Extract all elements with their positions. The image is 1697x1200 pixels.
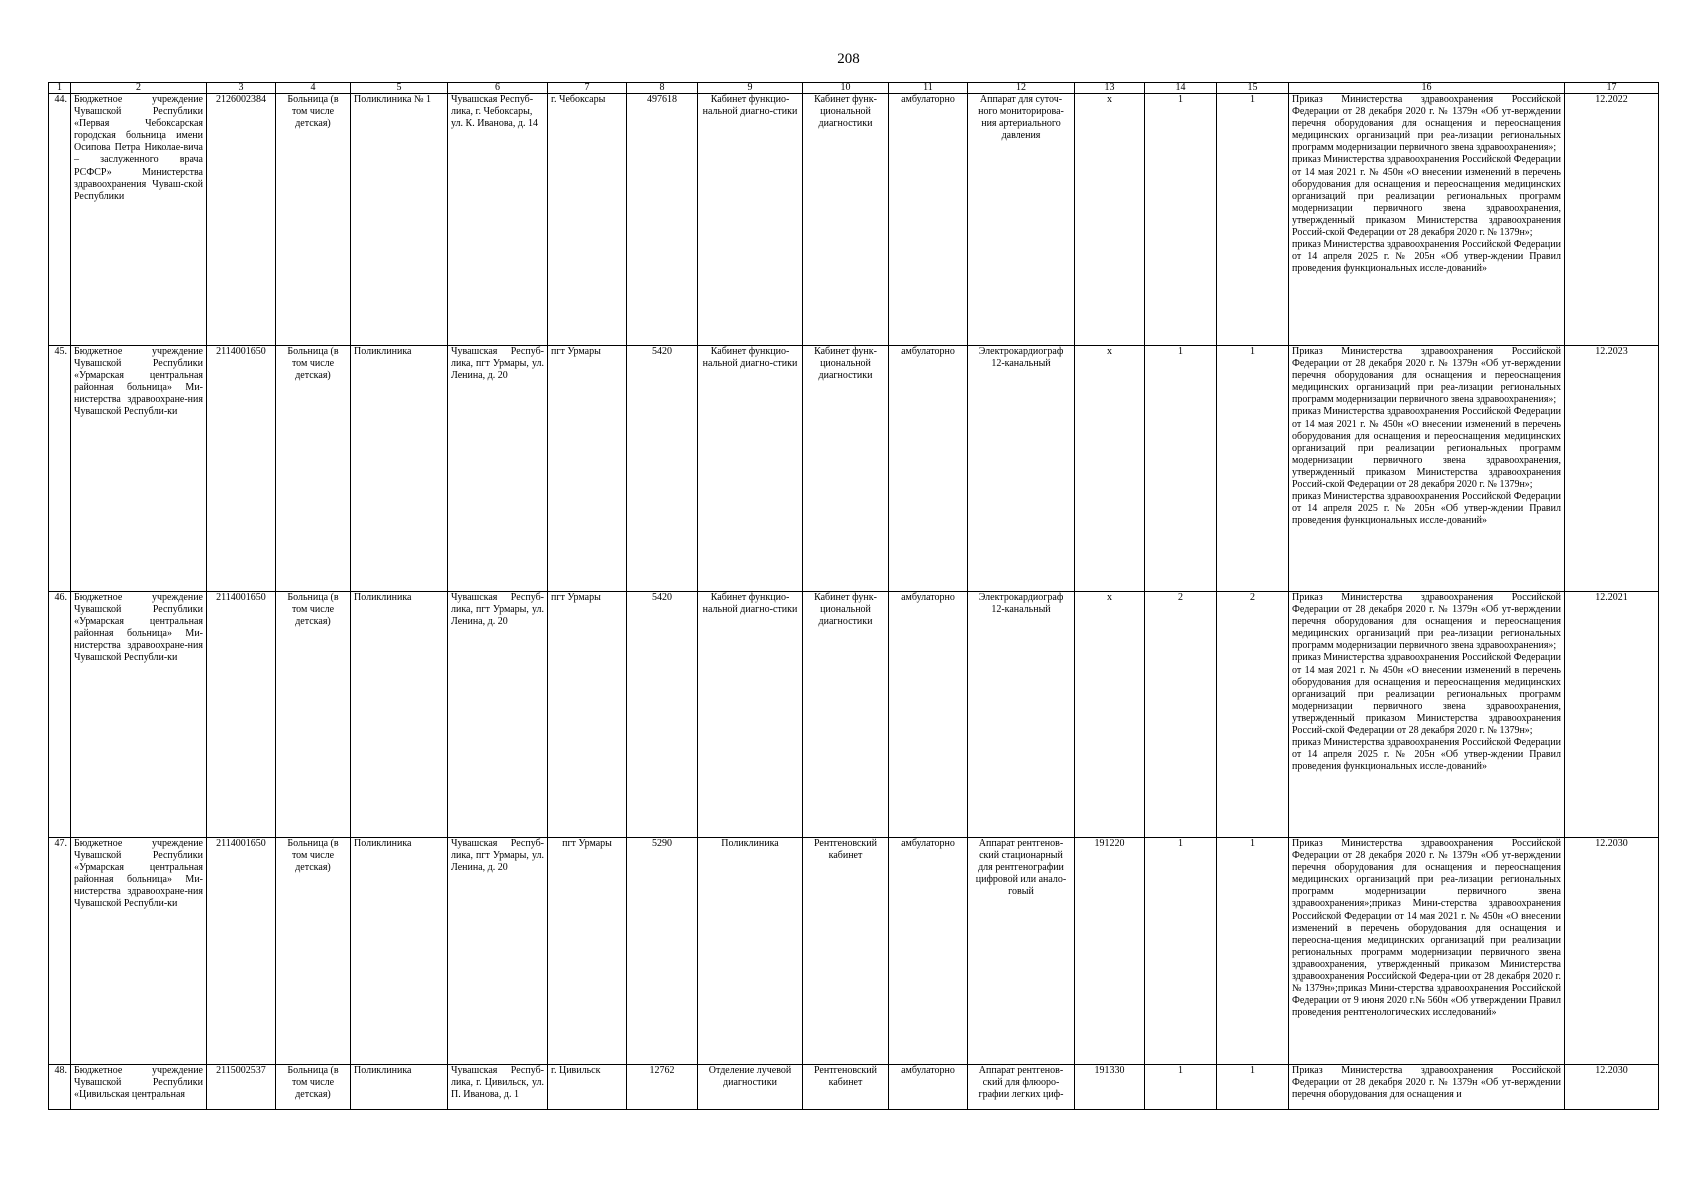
population: 5420 (627, 346, 698, 592)
population: 497618 (627, 94, 698, 346)
structural-unit: Поликлиника № 1 (351, 94, 448, 346)
column-number: 13 (1075, 83, 1145, 94)
care-condition: амбулаторно (889, 94, 968, 346)
population: 5420 (627, 592, 698, 838)
department: Поликлиника (698, 838, 803, 1065)
organization-type: Больница (в том числе детская) (276, 592, 351, 838)
settlement: пгт Урмары (548, 346, 627, 592)
row-number: 46. (49, 592, 71, 838)
structural-unit: Поликлиника (351, 1065, 448, 1110)
address: Чувашская Респуб-лика, г. Чебоксары, ул. К. Иванова, д. 14 (448, 94, 548, 346)
column-number: 3 (207, 83, 276, 94)
column-number: 17 (1565, 83, 1659, 94)
organization-name: Бюджетное учреждение Чувашской Республики «Первая Чебоксарская городская больница имени Осипова Петра Николае-вича – заслуженного врача РСФСР» Министерства здравоохранения Чуваш-ской Республики (71, 94, 207, 346)
department: Кабинет функцио-нальной диагно-стики (698, 592, 803, 838)
address: Чувашская Респуб-лика, пгт Урмары, ул. Ленина, д. 20 (448, 346, 548, 592)
cabinet: Кабинет функ-циональной диагностики (803, 346, 889, 592)
organization-type: Больница (в том числе детская) (276, 346, 351, 592)
department: Кабинет функцио-нальной диагно-стики (698, 346, 803, 592)
legal-basis: Приказ Министерства здравоохранения Российской Федерации от 28 декабря 2020 г. № 1379н «Об ут-верждении перечня оборудования для оснащения и переоснащения медицинских организаций при реа-лизации региональных программ модернизации первичного звена здравоохранения»; приказ Министерства здравоохранения Российской Федерации от 14 мая 2021 г. № 450н «О внесении изменений в перечень оборудования для оснащения и переоснащения медицинских организаций при реализации региональных программ модернизации первичного звена здравоохранения, утвержденный приказом Министерства здравоохранения Россий-ской Федерации от 28 декабря 2020 г. № 1379н»; приказ Министерства здравоохранения Российской Федерации от 14 апреля 2025 г. № 205н «Об утвер-ждении Правил проведения функциональных иссле-дований» (1289, 346, 1565, 592)
deadline: 12.2023 (1565, 346, 1659, 592)
deadline: 12.2030 (1565, 838, 1659, 1065)
department: Кабинет функцио-нальной диагно-стики (698, 94, 803, 346)
cabinet: Кабинет функ-циональной диагностики (803, 592, 889, 838)
settlement: г. Цивильск (548, 1065, 627, 1110)
equipment-code: х (1075, 592, 1145, 838)
equipment-name: Электрокардиограф 12-канальный (968, 592, 1075, 838)
page-number: 208 (837, 51, 860, 67)
table-row (49, 94, 1659, 346)
row-number: 48. (49, 1065, 71, 1110)
legal-basis: Приказ Министерства здравоохранения Российской Федерации от 28 декабря 2020 г. № 1379н «Об ут-верждении перечня оборудования для оснащения и переоснащения медицинских организаций при реа-лизации региональных программ модернизации первичного звена здравоохранения»;приказ Мини-стерства здравоохранения Российской Федерации от 14 мая 2021 г. № 450н «О внесении изменений в перечень оборудования для оснащения и переосна-щения медицинских организаций при реализации региональных программ модернизации первичного звена здравоохранения, утвержденный приказом Министерства здравоохранения Российской Федера-ции от 28 декабря 2020 г. № 1379н»;приказ Мини-стерства здравоохранения Российской Федерации от 9 июня 2020 г.№ 560н «Об утверждении Правил проведения рентгенологических исследований» (1289, 838, 1565, 1065)
equipment-name: Аппарат рентгенов-ский для флюоро-графии легких циф- (968, 1065, 1075, 1110)
table-row (49, 838, 1659, 1065)
organization-type: Больница (в том числе детская) (276, 838, 351, 1065)
column-number: 15 (1217, 83, 1289, 94)
column-number: 4 (276, 83, 351, 94)
quantity: 1 (1217, 1065, 1289, 1110)
organization-type: Больница (в том числе детская) (276, 1065, 351, 1110)
department: Отделение лучевой диагностики (698, 1065, 803, 1110)
row-number: 44. (49, 94, 71, 346)
quantity-required: 1 (1145, 94, 1217, 346)
equipment-name: Электрокардиограф 12-канальный (968, 346, 1075, 592)
column-number: 5 (351, 83, 448, 94)
settlement: пгт Урмары (548, 838, 627, 1065)
address: Чувашская Респуб-лика, пгт Урмары, ул. Ленина, д. 20 (448, 838, 548, 1065)
cabinet: Рентгеновский кабинет (803, 1065, 889, 1110)
deadline: 12.2030 (1565, 1065, 1659, 1110)
structural-unit: Поликлиника (351, 838, 448, 1065)
population: 5290 (627, 838, 698, 1065)
equipment-code: х (1075, 94, 1145, 346)
address: Чувашская Респуб-лика, г. Цивильск, ул. П. Иванова, д. 1 (448, 1065, 548, 1110)
column-number: 8 (627, 83, 698, 94)
quantity: 1 (1217, 346, 1289, 592)
inn: 2114001650 (207, 838, 276, 1065)
equipment-name: Аппарат рентгенов-ский стационарный для рентгенографии цифровой или анало-говый (968, 838, 1075, 1065)
row-number: 45. (49, 346, 71, 592)
care-condition: амбулаторно (889, 592, 968, 838)
cabinet: Рентгеновский кабинет (803, 838, 889, 1065)
quantity-required: 1 (1145, 838, 1217, 1065)
table-row (49, 346, 1659, 592)
equipment-code: 191330 (1075, 1065, 1145, 1110)
column-number-row (49, 83, 1659, 94)
quantity-required: 2 (1145, 592, 1217, 838)
column-number: 16 (1289, 83, 1565, 94)
deadline: 12.2022 (1565, 94, 1659, 346)
settlement: пгт Урмары (548, 592, 627, 838)
equipment-code: х (1075, 346, 1145, 592)
organization-type: Больница (в том числе детская) (276, 94, 351, 346)
organization-name: Бюджетное учреждение Чувашской Республики «Урмарская центральная районная больница» Ми-нистерства здравоохране-ния Чувашской Республи-ки (71, 838, 207, 1065)
quantity: 1 (1217, 838, 1289, 1065)
column-number: 12 (968, 83, 1075, 94)
column-number: 1 (49, 83, 71, 94)
quantity: 2 (1217, 592, 1289, 838)
organization-name: Бюджетное учреждение Чувашской Республики «Урмарская центральная районная больница» Ми-нистерства здравоохране-ния Чувашской Республи-ки (71, 346, 207, 592)
row-number: 47. (49, 838, 71, 1065)
equipment-code: 191220 (1075, 838, 1145, 1065)
equipment-name: Аппарат для суточ-ного мониторирова-ния артериального давления (968, 94, 1075, 346)
settlement: г. Чебоксары (548, 94, 627, 346)
inn: 2115002537 (207, 1065, 276, 1110)
organization-name: Бюджетное учреждение Чувашской Республики «Урмарская центральная районная больница» Ми-нистерства здравоохране-ния Чувашской Республи-ки (71, 592, 207, 838)
table-row (49, 1065, 1659, 1110)
care-condition: амбулаторно (889, 346, 968, 592)
legal-basis: Приказ Министерства здравоохранения Российской Федерации от 28 декабря 2020 г. № 1379н «Об ут-верждении перечня оборудования для оснащения и переоснащения медицинских организаций при реа-лизации региональных программ модернизации первичного звена здравоохранения»; приказ Министерства здравоохранения Российской Федерации от 14 мая 2021 г. № 450н «О внесении изменений в перечень оборудования для оснащения и переоснащения медицинских организаций при реализации региональных программ модернизации первичного звена здравоохранения, утвержденный приказом Министерства здравоохранения Россий-ской Федерации от 28 декабря 2020 г. № 1379н»; приказ Министерства здравоохранения Российской Федерации от 14 апреля 2025 г. № 205н «Об утвер-ждении Правил проведения функциональных иссле-дований» (1289, 592, 1565, 838)
column-number: 7 (548, 83, 627, 94)
population: 12762 (627, 1065, 698, 1110)
inn: 2114001650 (207, 592, 276, 838)
equipment-table (48, 82, 1659, 1110)
inn: 2114001650 (207, 346, 276, 592)
legal-basis: Приказ Министерства здравоохранения Российской Федерации от 28 декабря 2020 г. № 1379н «Об ут-верждении перечня оборудования для оснащения и переоснащения медицинских организаций при реа-лизации региональных программ модернизации первичного звена здравоохранения»; приказ Министерства здравоохранения Российской Федерации от 14 мая 2021 г. № 450н «О внесении изменений в перечень оборудования для оснащения и переоснащения медицинских организаций при реализации региональных программ модернизации первичного звена здравоохранения, утвержденный приказом Министерства здравоохранения Россий-ской Федерации от 28 декабря 2020 г. № 1379н»; приказ Министерства здравоохранения Российской Федерации от 14 апреля 2025 г. № 205н «Об утвер-ждении Правил проведения функциональных иссле-дований» (1289, 94, 1565, 346)
inn: 2126002384 (207, 94, 276, 346)
quantity-required: 1 (1145, 1065, 1217, 1110)
legal-basis: Приказ Министерства здравоохранения Российской Федерации от 28 декабря 2020 г. № 1379н «Об ут-верждении перечня оборудования для оснащения и (1289, 1065, 1565, 1110)
column-number: 10 (803, 83, 889, 94)
deadline: 12.2021 (1565, 592, 1659, 838)
quantity-required: 1 (1145, 346, 1217, 592)
column-number: 6 (448, 83, 548, 94)
cabinet: Кабинет функ-циональной диагностики (803, 94, 889, 346)
column-number: 14 (1145, 83, 1217, 94)
quantity: 1 (1217, 94, 1289, 346)
column-number: 9 (698, 83, 803, 94)
address: Чувашская Респуб-лика, пгт Урмары, ул. Ленина, д. 20 (448, 592, 548, 838)
table-row (49, 592, 1659, 838)
structural-unit: Поликлиника (351, 592, 448, 838)
column-number: 11 (889, 83, 968, 94)
organization-name: Бюджетное учреждение Чувашской Республики «Цивильская центральная (71, 1065, 207, 1110)
care-condition: амбулаторно (889, 838, 968, 1065)
column-number: 2 (71, 83, 207, 94)
care-condition: амбулаторно (889, 1065, 968, 1110)
structural-unit: Поликлиника (351, 346, 448, 592)
